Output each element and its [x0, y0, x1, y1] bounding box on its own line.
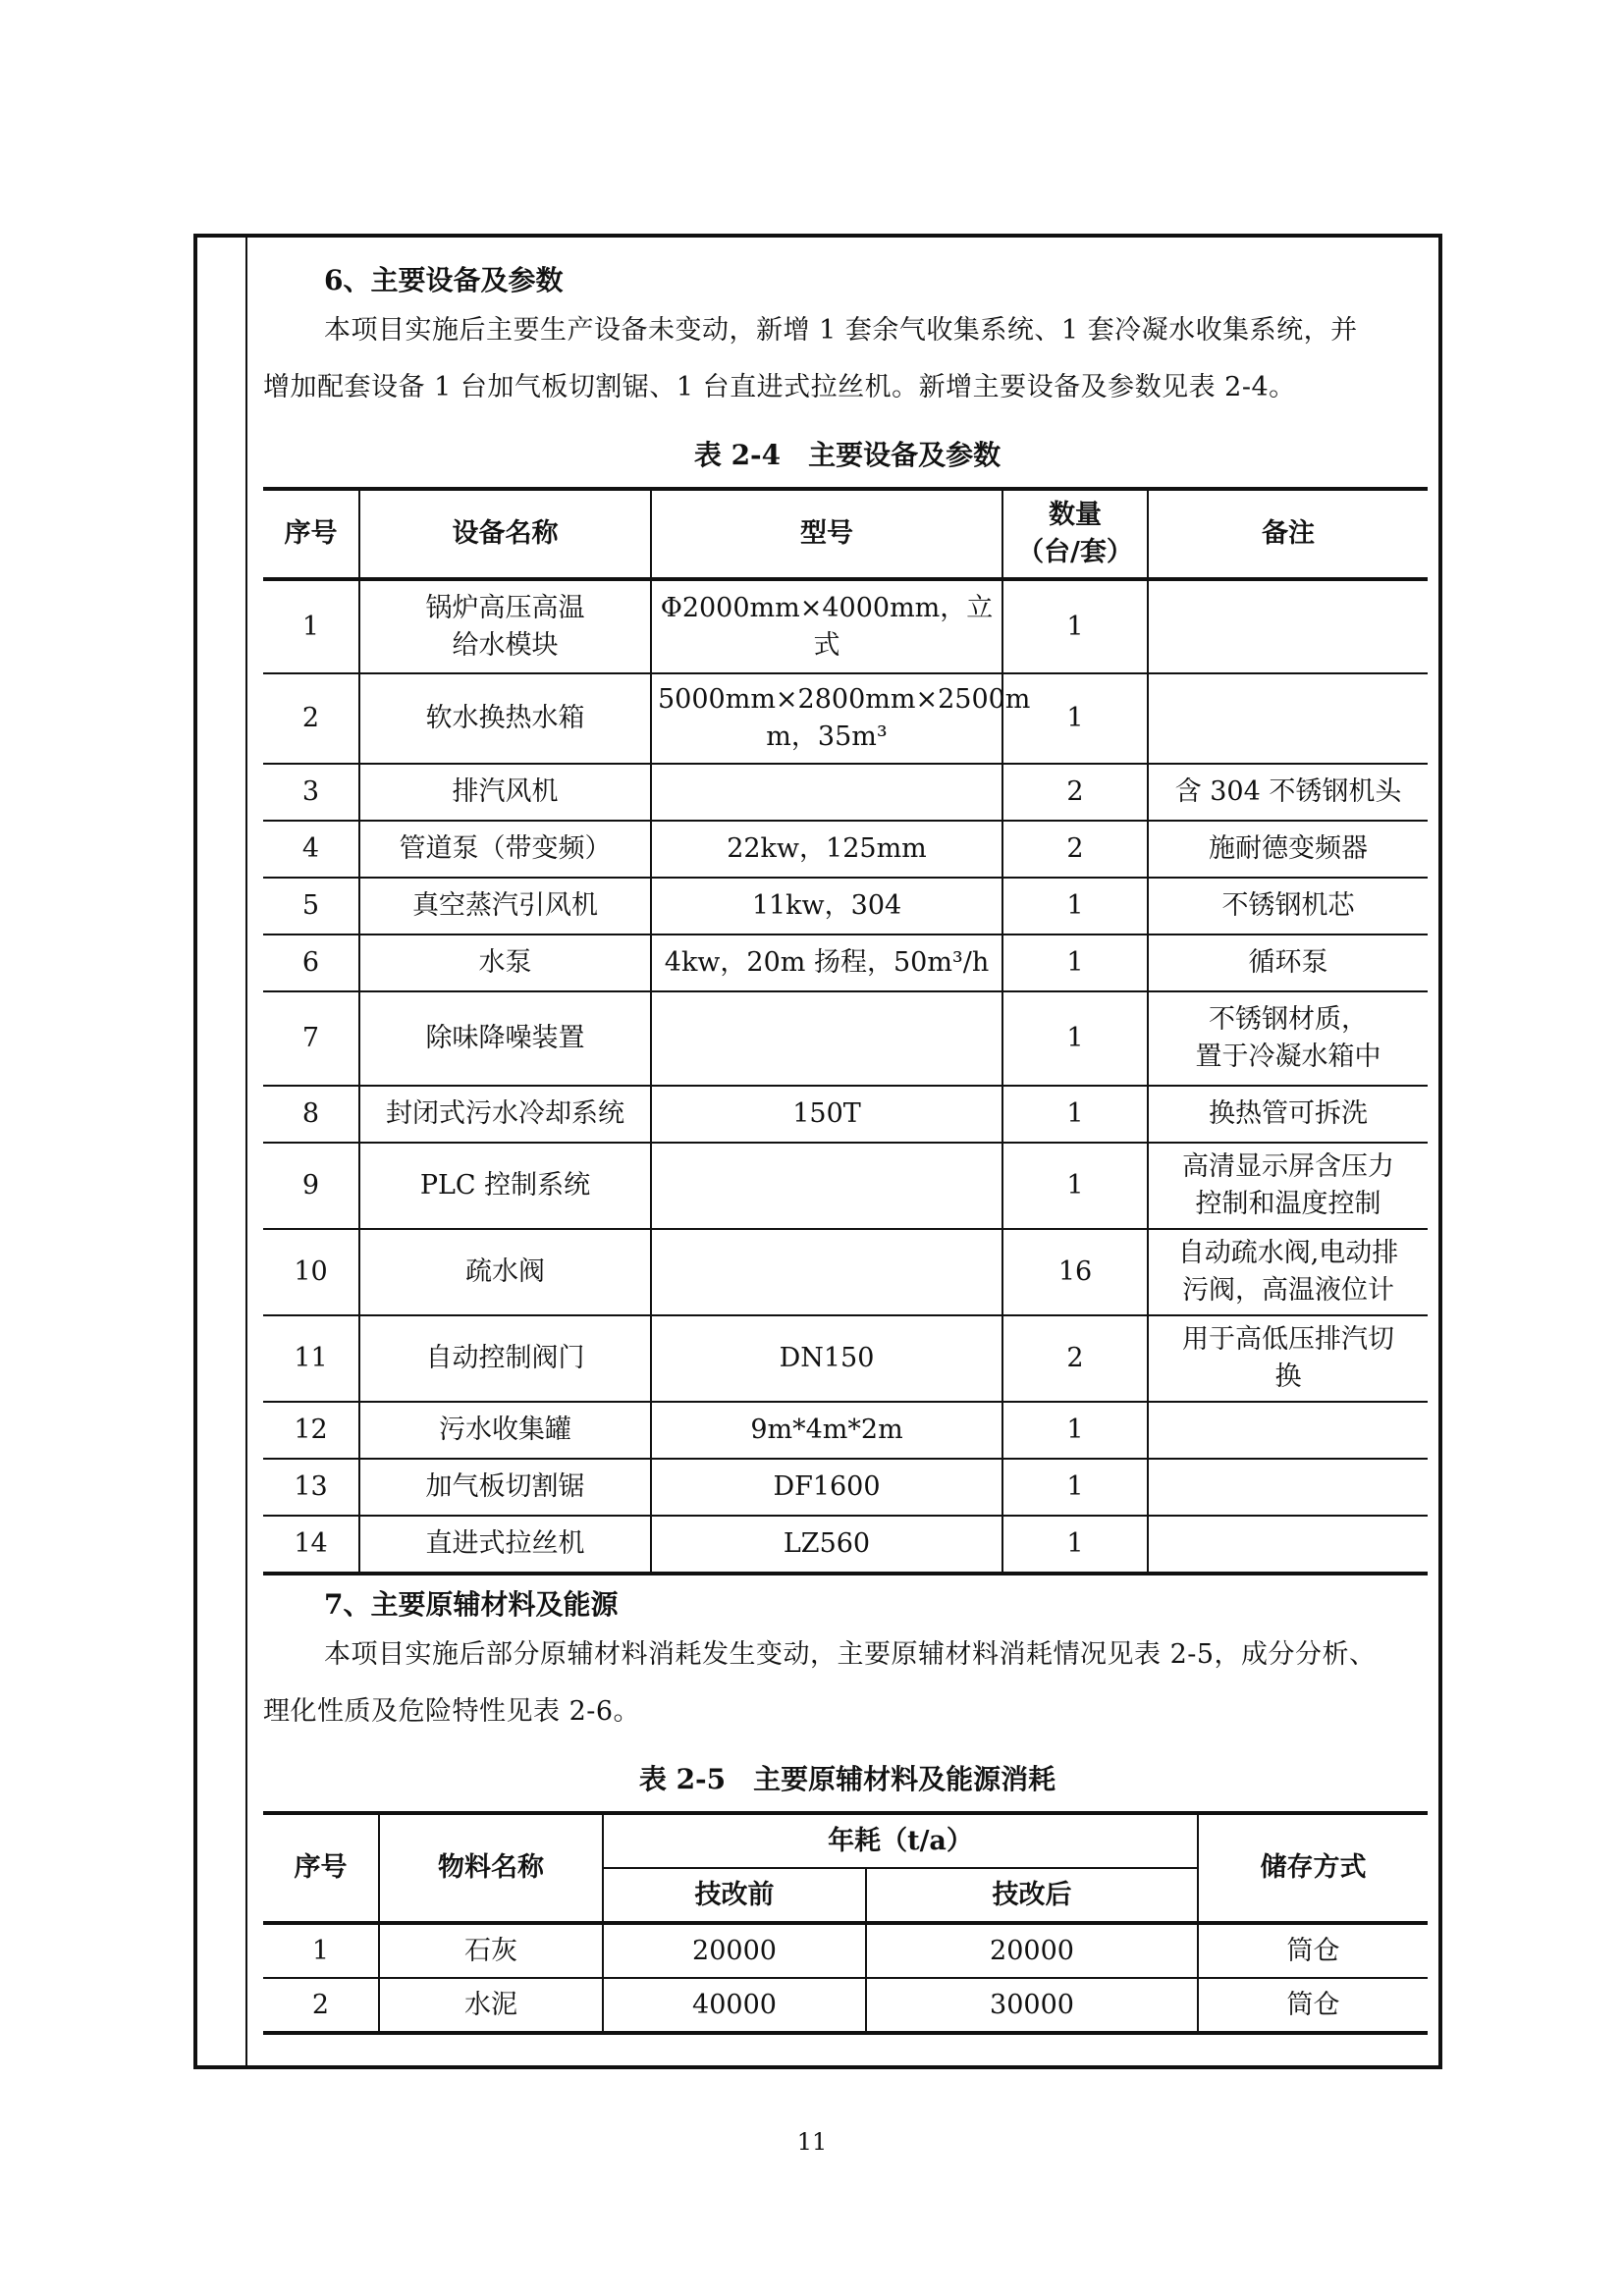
- cell-model: [651, 673, 1031, 764]
- cell-remark: [1148, 1402, 1428, 1459]
- table-row: [263, 878, 1428, 934]
- cell-no-text: 7: [301, 1023, 320, 1053]
- cell-no-text: 8: [301, 1098, 320, 1129]
- header-no: 序号: [263, 489, 359, 579]
- header-name: 物料名称: [379, 1813, 603, 1923]
- cell-name-text: 除味降噪装置: [425, 1023, 585, 1053]
- table25-caption: 表 2-5 主要原辅材料及能源消耗: [638, 1763, 1056, 1795]
- cell-qty-text: 1: [1066, 1415, 1084, 1445]
- cell-remark: [1148, 878, 1428, 934]
- cell-no-text: 5: [301, 890, 320, 921]
- cell-remark-text: 换: [1274, 1362, 1302, 1392]
- content: [263, 234, 1432, 2035]
- table-row: [263, 934, 1428, 991]
- cell-model-text: m，35m³: [766, 721, 888, 752]
- cell-name-text: 直进式拉丝机: [425, 1528, 585, 1559]
- header-after: 技改后: [866, 1868, 1198, 1923]
- cell-name-text: 管道泵（带变频）: [399, 833, 612, 864]
- cell-no: [263, 1459, 359, 1516]
- cell-name: [359, 934, 651, 991]
- cell-no: [263, 1143, 359, 1229]
- cell-qty: [1002, 1229, 1148, 1315]
- cell-qty: [1002, 878, 1148, 934]
- cell-no-text: 6: [301, 947, 320, 978]
- cell-qty-text: 2: [1066, 833, 1084, 864]
- cell-remark-text: 高清显示屏含压力: [1182, 1151, 1394, 1182]
- section7-para-line1: 本项目实施后部分原辅材料消耗发生变动，主要原辅材料消耗情况见表 2-5，成分分析、: [324, 1639, 1377, 1670]
- cell-after: 20000: [866, 1923, 1198, 1978]
- cell-name: [359, 1086, 651, 1143]
- table-row: [263, 1923, 1428, 1978]
- cell-remark: [1148, 1086, 1428, 1143]
- header-storage: 储存方式: [1198, 1813, 1428, 1923]
- cell-remark-text: 含 304 不锈钢机头: [1174, 776, 1402, 807]
- cell-remark-text: 换热管可拆洗: [1209, 1098, 1368, 1129]
- header-remark: 备注: [1148, 489, 1428, 579]
- table-row: [263, 821, 1428, 878]
- table-row: [263, 1516, 1428, 1574]
- cell-model: [651, 1086, 1002, 1143]
- cell-model-text: Φ2000mm×4000mm，立式: [660, 592, 994, 661]
- section6-para-line1: 本项目实施后主要生产设备未变动，新增 1 套余气收集系统、1 套冷凝水收集系统，并: [324, 315, 1358, 346]
- cell-model: [651, 764, 1002, 821]
- cell-model: [651, 1143, 1002, 1229]
- cell-name-text: 软水换热水箱: [425, 703, 585, 733]
- cell-remark: [1148, 1229, 1428, 1315]
- cell-remark: [1148, 673, 1428, 764]
- cell-remark-text: 置于冷凝水箱中: [1195, 1041, 1381, 1072]
- cell-no: [263, 1516, 359, 1574]
- table-row: [263, 1143, 1428, 1229]
- cell-qty-text: 1: [1066, 1170, 1084, 1201]
- cell-before: 20000: [603, 1923, 866, 1978]
- cell-name: [359, 764, 651, 821]
- cell-qty-text: 1: [1066, 1471, 1084, 1502]
- table-row: [263, 1229, 1428, 1315]
- cell-remark: [1148, 579, 1428, 673]
- cell-model: [651, 1315, 1002, 1402]
- cell-qty: [1002, 1402, 1148, 1459]
- cell-no: 1: [263, 1923, 379, 1978]
- cell-model: [651, 878, 1002, 934]
- cell-model-text: 5000mm×2800mm×2500m: [658, 684, 1031, 715]
- cell-name: 水泥: [379, 1978, 603, 2033]
- cell-model: [651, 821, 1002, 878]
- cell-no: [263, 1229, 359, 1315]
- cell-remark-text: 不锈钢材质，: [1209, 1004, 1368, 1035]
- table-row: [263, 1086, 1428, 1143]
- cell-name-text: 给水模块: [452, 629, 559, 661]
- cell-qty-text: 2: [1066, 1343, 1084, 1373]
- cell-name-text: 锅炉高压高温: [425, 592, 585, 623]
- cell-name: [359, 579, 651, 673]
- header-qty: [1002, 489, 1148, 579]
- cell-no-text: 9: [301, 1170, 320, 1201]
- materials-table-body: [263, 1923, 1428, 2033]
- cell-model: [651, 1459, 1002, 1516]
- materials-table: [263, 1811, 1428, 2035]
- cell-no-text: 13: [294, 1471, 328, 1502]
- cell-no: [263, 991, 359, 1086]
- cell-qty-text: 1: [1066, 1023, 1084, 1053]
- cell-storage: 筒仓: [1198, 1978, 1428, 2033]
- cell-model-text: DF1600: [773, 1471, 881, 1502]
- cell-no: [263, 934, 359, 991]
- cell-qty: [1002, 1516, 1148, 1574]
- cell-model-text: 9m*4m*2m: [750, 1415, 903, 1445]
- cell-no: [263, 764, 359, 821]
- cell-model: [651, 579, 1002, 673]
- cell-qty: [1002, 579, 1148, 673]
- cell-name: [359, 1229, 651, 1315]
- table-row: [263, 579, 1428, 673]
- cell-name: [359, 1516, 651, 1574]
- cell-name-text: 疏水阀: [465, 1256, 545, 1287]
- cell-storage: 筒仓: [1198, 1923, 1428, 1978]
- cell-qty-text: 1: [1066, 1528, 1084, 1559]
- cell-qty-text: 1: [1066, 947, 1084, 978]
- cell-remark: [1148, 1315, 1428, 1402]
- cell-qty-text: 16: [1057, 1256, 1093, 1287]
- cell-model-text: 4kw，20m 扬程，50m³/h: [664, 947, 990, 978]
- cell-remark: [1148, 934, 1428, 991]
- header-model: 型号: [651, 489, 1002, 579]
- cell-no: [263, 1086, 359, 1143]
- cell-remark: [1148, 764, 1428, 821]
- cell-qty: [1002, 764, 1148, 821]
- cell-name: [359, 1402, 651, 1459]
- cell-no-text: 14: [294, 1528, 328, 1559]
- cell-name-text: 封闭式污水冷却系统: [386, 1098, 624, 1129]
- cell-model: [651, 1229, 1002, 1315]
- cell-remark: [1148, 1516, 1428, 1574]
- cell-qty: [1002, 1459, 1148, 1516]
- cell-name-text: PLC 控制系统: [419, 1170, 591, 1201]
- cell-qty: [1002, 1086, 1148, 1143]
- table-row: [263, 1402, 1428, 1459]
- section6-para-line2: 增加配套设备 1 台加气板切割锯、1 台直进式拉丝机。新增主要设备及参数见表 2-4。: [263, 372, 1296, 402]
- header-qty-line2: （台/套）: [1017, 537, 1133, 567]
- cell-qty: [1002, 821, 1148, 878]
- cell-name: [359, 991, 651, 1086]
- cell-no: [263, 673, 359, 764]
- cell-remark-text: 污阀，高温液位计: [1182, 1275, 1394, 1306]
- cell-remark-text: 自动疏水阀,电动排: [1177, 1238, 1399, 1268]
- cell-model-text: DN150: [779, 1343, 875, 1373]
- header-qty-line1: 数量: [1049, 500, 1102, 530]
- cell-model: [651, 1402, 1002, 1459]
- cell-model: [651, 934, 1002, 991]
- cell-name: [359, 673, 651, 764]
- cell-qty: [1002, 1315, 1148, 1402]
- cell-name: [359, 821, 651, 878]
- cell-no: 2: [263, 1978, 379, 2033]
- cell-name: [359, 878, 651, 934]
- header-no: 序号: [263, 1813, 379, 1923]
- cell-no: [263, 878, 359, 934]
- cell-remark-text: 循环泵: [1248, 947, 1328, 978]
- table-row: [263, 991, 1428, 1086]
- cell-remark-text: 不锈钢机芯: [1221, 890, 1355, 921]
- table-row: [263, 1459, 1428, 1516]
- header-annual: 年耗（t/a）: [603, 1813, 1198, 1868]
- cell-qty-text: 2: [1066, 776, 1084, 807]
- cell-name-text: 水泵: [478, 947, 532, 978]
- cell-remark: [1148, 991, 1428, 1086]
- cell-name: [359, 1315, 651, 1402]
- cell-qty-text: 1: [1066, 890, 1084, 921]
- cell-no-text: 1: [301, 611, 320, 642]
- table-row: [263, 673, 1428, 764]
- page-number: 11: [796, 2128, 828, 2156]
- cell-remark: [1148, 821, 1428, 878]
- cell-no-text: 2: [301, 703, 320, 733]
- cell-before: 40000: [603, 1978, 866, 2033]
- cell-remark-text: 施耐德变频器: [1209, 833, 1368, 864]
- cell-no: [263, 1402, 359, 1459]
- table-row: [263, 1315, 1428, 1402]
- cell-qty: [1002, 991, 1148, 1086]
- cell-name-text: 污水收集罐: [439, 1415, 571, 1445]
- cell-remark-text: 用于高低压排汽切: [1182, 1324, 1394, 1355]
- cell-no: [263, 1315, 359, 1402]
- table-header-row: [263, 489, 1428, 579]
- cell-qty-text: 1: [1066, 611, 1084, 642]
- table-header-row: [263, 1813, 1428, 1868]
- header-before: 技改前: [603, 1868, 866, 1923]
- equipment-table: [263, 487, 1428, 1575]
- section7-heading: 7、主要原辅材料及能源: [324, 1588, 619, 1621]
- cell-name: [359, 1459, 651, 1516]
- cell-qty: [1002, 934, 1148, 991]
- cell-no-text: 11: [294, 1343, 328, 1373]
- cell-after: 30000: [866, 1978, 1198, 2033]
- cell-no-text: 3: [301, 776, 320, 807]
- cell-qty: [1002, 1143, 1148, 1229]
- cell-name-text: 加气板切割锯: [425, 1471, 585, 1502]
- cell-model-text: 150T: [792, 1098, 861, 1129]
- cell-no: [263, 821, 359, 878]
- frame-margin-line: [245, 234, 247, 2069]
- section7-para-line2: 理化性质及危险特性见表 2-6。: [263, 1696, 641, 1727]
- cell-name: [359, 1143, 651, 1229]
- cell-no-text: 10: [294, 1256, 328, 1287]
- equipment-table-body: [263, 579, 1428, 1574]
- cell-model: [651, 991, 1002, 1086]
- cell-remark: [1148, 1143, 1428, 1229]
- table24-caption: 表 2-4 主要设备及参数: [693, 439, 1001, 471]
- cell-name-text: 真空蒸汽引风机: [412, 890, 598, 921]
- cell-no-text: 12: [294, 1415, 328, 1445]
- cell-no: [263, 579, 359, 673]
- table-row: [263, 1978, 1428, 2033]
- cell-name: 石灰: [379, 1923, 603, 1978]
- cell-qty-text: 1: [1066, 1098, 1084, 1129]
- section6-heading: 6、主要设备及参数: [324, 264, 564, 296]
- cell-name-text: 自动控制阀门: [425, 1343, 585, 1373]
- cell-model-text: 11kw，304: [751, 890, 902, 921]
- cell-model-text: LZ560: [783, 1528, 871, 1559]
- cell-remark: [1148, 1459, 1428, 1516]
- header-name: 设备名称: [359, 489, 651, 579]
- table-row: [263, 764, 1428, 821]
- cell-remark-text: 控制和温度控制: [1195, 1189, 1381, 1219]
- cell-model-text: 22kw，125mm: [727, 833, 927, 864]
- cell-no-text: 4: [301, 833, 320, 864]
- cell-model: [651, 1516, 1002, 1574]
- cell-name-text: 排汽风机: [452, 776, 559, 807]
- cell-qty-text: 1: [1066, 703, 1084, 733]
